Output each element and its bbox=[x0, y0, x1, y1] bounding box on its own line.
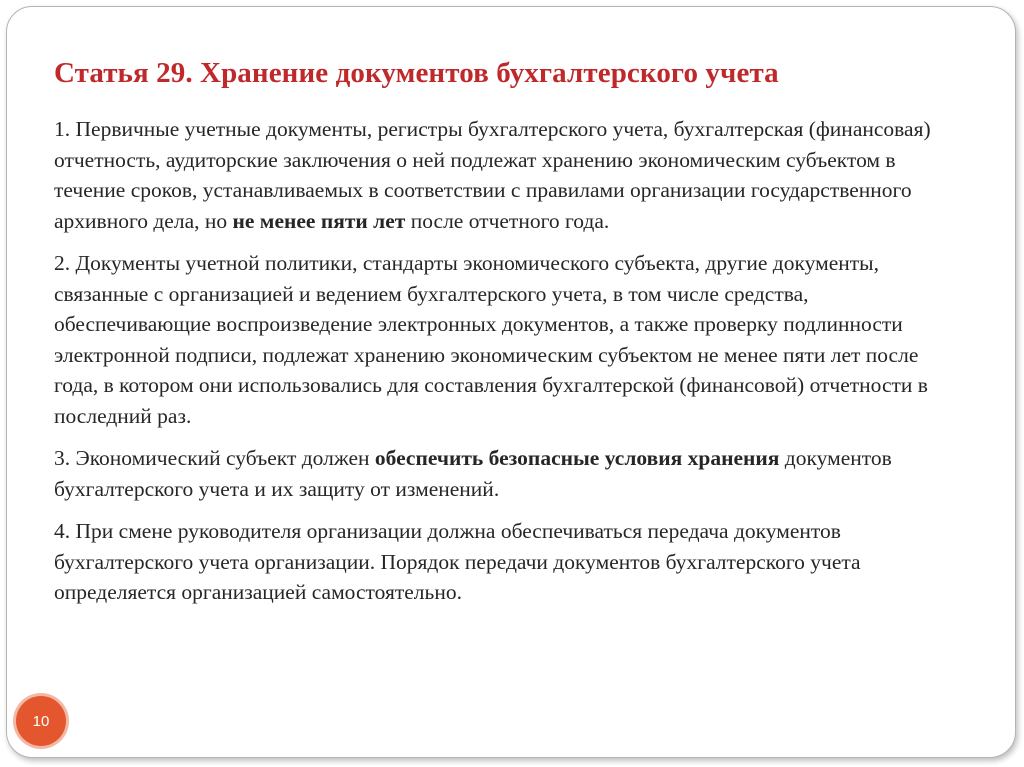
page-number: 10 bbox=[32, 712, 50, 730]
paragraph-3-text: 3. Экономический субъект должен bbox=[54, 446, 375, 470]
paragraph-1-emphasis: не менее пяти лет bbox=[232, 208, 406, 233]
paragraph-2-text: 2. Документы учетной политики, стандарты экономического субъекта, другие документы, связанные с организацией и ведением бухгалтерского учета, в том числе средства, обеспечивающие воспроизведение электронных документов, а также проверку подлинности электронной подписи, подлежат хранению экономическим субъектом не менее пяти лет после года, в котором они использовались для составления бухгалтерской (финансовой) отчетности в последний раз. bbox=[54, 251, 928, 428]
paragraph-2 bbox=[54, 248, 954, 431]
paragraph-1 bbox=[54, 114, 954, 236]
paragraph-1-tail: после отчетного года. bbox=[405, 208, 610, 233]
page-number-badge bbox=[16, 696, 66, 746]
slide-body bbox=[54, 114, 954, 620]
paragraph-1-text: 1. Первичные учетные документы, регистры бухгалтерского учета, бухгалтерская (финансовая) отчетность, аудиторские заключения о ней подлежат хранению экономическим субъектом в течение сроков, устанавливаемых в соответствии с правилами организации государственного архивного дела, но bbox=[54, 117, 931, 233]
slide-title: Статья 29. Хранение документов бухгалтерского учета bbox=[54, 57, 779, 89]
paragraph-3-tail: документов бухгалтерского учета и их защиту от изменений. bbox=[54, 446, 892, 501]
paragraph-4 bbox=[54, 516, 954, 608]
paragraph-3-emphasis: обеспечить безопасные условия хранения bbox=[374, 446, 780, 470]
paragraph-4-text: 4. При смене руководителя организации должна обеспечиваться передача документов бухгалтерского учета организации. Порядок передачи документов бухгалтерского учета определяется организацией самостоятельно. bbox=[54, 519, 861, 604]
paragraph-3 bbox=[54, 443, 954, 504]
